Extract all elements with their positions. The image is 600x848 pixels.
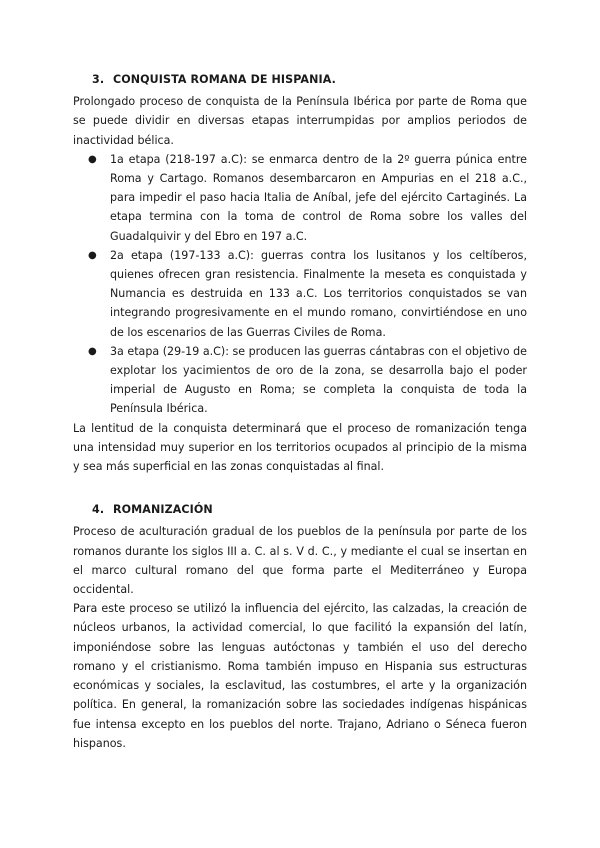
- bullet-icon: ●: [88, 153, 97, 165]
- list-item: [73, 246, 527, 342]
- stages-list: [73, 150, 527, 419]
- section-heading: [73, 70, 527, 89]
- section-number: 3.: [92, 73, 105, 86]
- bullet-icon: ●: [88, 345, 97, 357]
- section-conquista: [73, 70, 527, 476]
- list-item-text: 3a etapa (29-19 a.C): se producen las guerras cántabras con el objetivo de explotar los yacimientos de oro de la zona, se desarrolla bajo el poder imperial de Augusto en Roma; se completa la conquista de toda la Península Ibérica.: [110, 344, 528, 416]
- list-item-text: 1a etapa (218-197 a.C): se enmarca dentro de la 2º guerra púnica entre Roma y Cartago. Romanos desembarcaron en Ampurias en el 218 a.C., para impedir el paso hacia Italia de Aníbal, jefe del ejército Cartaginés. La etapa termina con la toma de control de Roma sobre los valles del Guadalquivir y del Ebro en 197 a.C.: [110, 152, 527, 243]
- bullet-icon: ●: [88, 249, 97, 261]
- section-heading: [73, 500, 527, 519]
- section-title: CONQUISTA ROMANA DE HISPANIA.: [112, 73, 336, 86]
- section-romanizacion: [73, 500, 527, 753]
- list-item-text: 2a etapa (197-133 a.C): guerras contra los lusitanos y los celtíberos, quienes ofrecen gran resistencia. Finalmente la meseta es conquistada y Numancia es destruida en 133 a.C. Los territorios conquistados se van integrando progresivamente en el mundo romano, convirtiéndose en uno de los escenarios de las Guerras Civiles de Roma.: [110, 248, 527, 339]
- document-page: [73, 70, 527, 753]
- section-number: 4.: [92, 503, 105, 517]
- list-item: [73, 150, 527, 246]
- body-paragraph: Proceso de aculturación gradual de los pueblos de la península por parte de los romanos durante los siglos III a. C. al s. V d. C., y mediante el cual se insertan en el marco cultural romano del que forma parte el Mediterráneo y Europa occidental.: [73, 525, 527, 597]
- conclusion-paragraph: La lentitud de la conquista determinará que el proceso de romanización tenga una intensidad muy superior en los territorios ocupados al principio de la misma y sea más superficial en las zonas conquistadas al final.: [73, 421, 527, 474]
- intro-paragraph: Prolongado proceso de conquista de la Península Ibérica por parte de Roma que se puede dividir en diversas etapas interrumpidas por amplios periodos de inactividad bélica.: [73, 95, 527, 147]
- list-item: [73, 342, 527, 419]
- section-title: ROMANIZACIÓN: [112, 503, 213, 517]
- body-paragraph: Para este proceso se utilizó la influencia del ejército, las calzadas, la creación de núcleos urbanos, la actividad comercial, lo que facilitó la expansión del latín, imponiéndose sobre las lenguas autóctonas y también el uso del derecho romano y el cristianismo. Roma también impuso en Hispania sus estructuras económicas y sociales, la esclavitud, las costumbres, el arte y la organización política. En general, la romanización sobre las sociedades indígenas hispánicas fue intensa excepto en los pueblos del norte. Trajano, Adriano o Séneca fueron hispanos.: [73, 602, 527, 750]
